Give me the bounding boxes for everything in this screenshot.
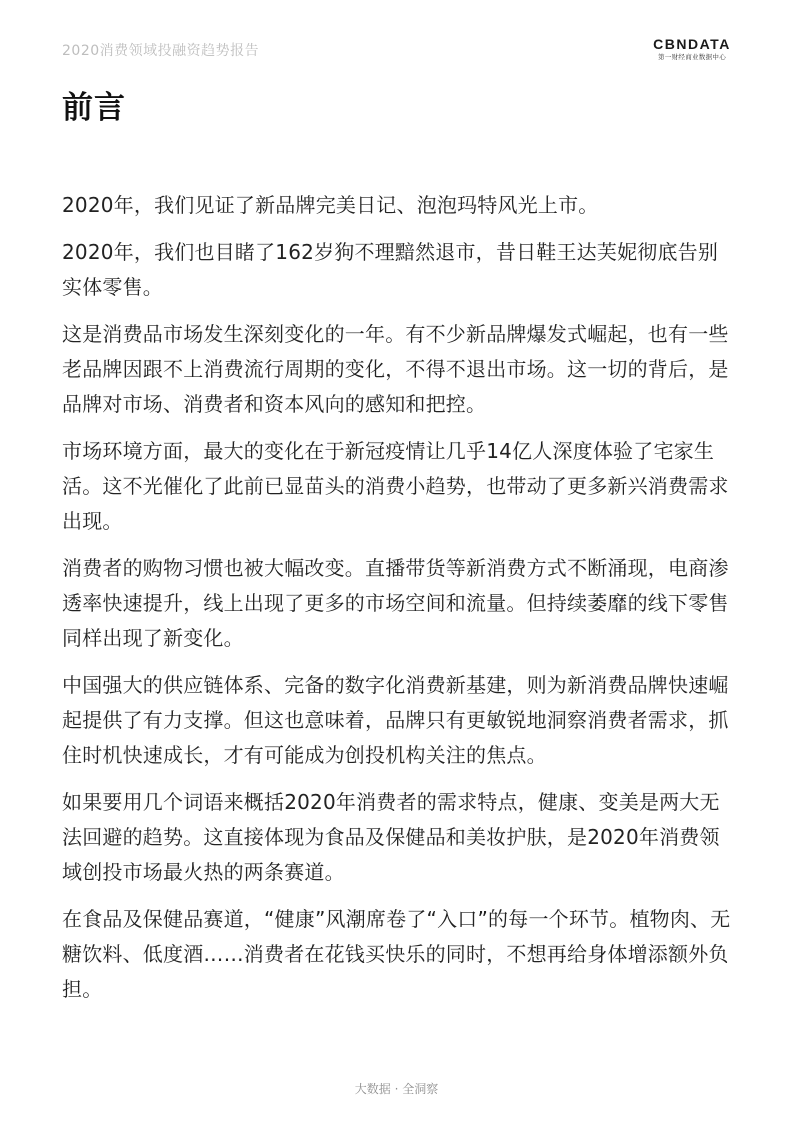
logo-subtitle: 第一财经商业数据中心 bbox=[658, 53, 726, 61]
paragraph-6: 中国强大的供应链体系、完备的数字化消费新基建，则为新消费品牌快速崛起提供了有力支撑。但这也意味着，品牌只有更敏锐地洞察消费者需求，抓住时机快速成长，才有可能成为创投机构关注的焦点。 bbox=[62, 673, 729, 767]
preface-body bbox=[62, 188, 732, 1019]
paragraph-1: 2020年，我们见证了新品牌完美日记、泡泡玛特风光上市。 bbox=[62, 193, 599, 217]
cbndata-logo bbox=[652, 36, 732, 62]
report-header-title: 2020消费领域投融资趋势报告 bbox=[62, 43, 260, 59]
paragraph-7: 如果要用几个词语来概括2020年消费者的需求特点，健康、变美是两大无法回避的趋势。这直接体现为食品及保健品和美妆护肤，是2020年消费领域创投市场最火热的两条赛道。 bbox=[62, 790, 720, 884]
paragraph-2: 2020年，我们也目睹了162岁狗不理黯然退市，昔日鞋王达芙妮彻底告别实体零售。 bbox=[62, 240, 719, 299]
paragraph-5: 消费者的购物习惯也被大幅改变。直播带货等新消费方式不断涌现，电商渗透率快速提升，线上出现了更多的市场空间和流量。但持续萎靡的线下零售同样出现了新变化。 bbox=[62, 556, 729, 650]
paragraph-8: 在食品及保健品赛道，“健康”风潮席卷了“入口”的每一个环节。植物肉、无糖饮料、低度酒……消费者在花钱买快乐的同时，不想再给身体增添额外负担。 bbox=[62, 907, 731, 1001]
footer-slogan: 大数据 · 全洞察 bbox=[354, 1082, 439, 1096]
logo-wordmark: CBNDATA bbox=[653, 36, 731, 52]
paragraph-4: 市场环境方面，最大的变化在于新冠疫情让几乎14亿人深度体验了宅家生活。这不光催化了此前已显苗头的消费小趋势，也带动了更多新兴消费需求出现。 bbox=[62, 439, 729, 533]
paragraph-3: 这是消费品市场发生深刻变化的一年。有不少新品牌爆发式崛起，也有一些老品牌因跟不上消费流行周期的变化，不得不退出市场。这一切的背后，是品牌对市场、消费者和资本风向的感知和把控。 bbox=[62, 322, 729, 416]
page-title: 前言 bbox=[62, 90, 126, 126]
